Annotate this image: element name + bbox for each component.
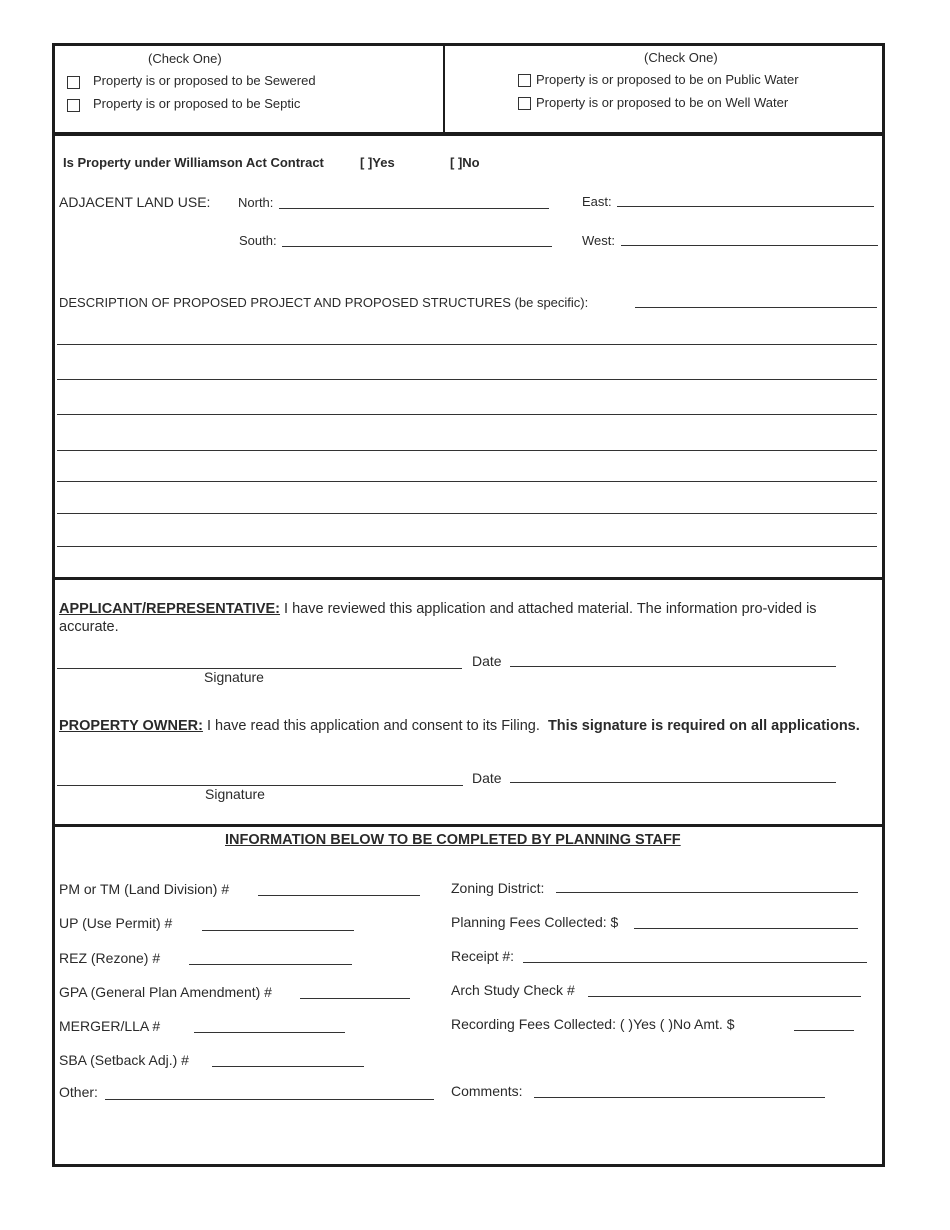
use-permit-field[interactable] (202, 916, 354, 931)
receipt-label: Receipt #: (451, 948, 515, 964)
applicant-statement (59, 600, 869, 636)
williamson-yes-option[interactable]: [ ]Yes (360, 155, 395, 170)
owner-date-line[interactable] (510, 782, 836, 783)
applicant-date-label: Date (472, 653, 502, 669)
applicant-text: I have reviewed this application and attached material. The information pro-vided is accurate. (59, 601, 817, 635)
use-permit-label: UP (Use Permit) # (59, 915, 173, 931)
planning-fees-label: Planning Fees Collected: $ (451, 914, 619, 930)
public-water-label: Property is or proposed to be on Public Water (536, 72, 799, 87)
merger-lla-field[interactable] (194, 1018, 345, 1033)
public-water-checkbox[interactable] (518, 74, 531, 87)
comments-field[interactable] (534, 1083, 825, 1098)
other-label: Other: (59, 1084, 98, 1100)
arch-study-label: Arch Study Check # (451, 982, 575, 998)
recording-fees-amount-field[interactable] (794, 1016, 854, 1031)
description-first-line[interactable] (635, 293, 877, 308)
gpa-label: GPA (General Plan Amendment) # (59, 984, 272, 1000)
sewered-checkbox[interactable] (67, 76, 80, 89)
owner-statement (59, 717, 869, 735)
sba-field[interactable] (212, 1052, 364, 1067)
williamson-question: Is Property under Williamson Act Contract (63, 155, 324, 170)
water-heading: (Check One) (644, 50, 718, 65)
adjacent-land-use-label: ADJACENT LAND USE: (59, 194, 211, 210)
west-label: West: (582, 233, 615, 248)
utilities-divider (443, 43, 445, 135)
well-water-label: Property is or proposed to be on Well Water (536, 95, 789, 110)
sba-label: SBA (Setback Adj.) # (59, 1052, 189, 1068)
septic-checkbox[interactable] (67, 99, 80, 112)
recording-fees-label: Recording Fees Collected: ( )Yes ( )No Amt. $ (451, 1016, 735, 1032)
description-line[interactable] (57, 450, 877, 451)
north-field[interactable] (279, 194, 549, 209)
rezone-field[interactable] (189, 950, 352, 965)
owner-signature-label: Signature (205, 786, 265, 802)
description-line[interactable] (57, 344, 877, 345)
arch-study-field[interactable] (588, 982, 861, 997)
pm-tm-field[interactable] (258, 881, 420, 896)
north-label: North: (238, 195, 274, 210)
planning-fees-field[interactable] (634, 914, 858, 929)
staff-heading: INFORMATION BELOW TO BE COMPLETED BY PLANNING STAFF (225, 832, 681, 848)
other-field[interactable] (105, 1085, 434, 1100)
description-line[interactable] (57, 513, 877, 514)
west-field[interactable] (621, 231, 878, 246)
south-field[interactable] (282, 232, 552, 247)
zoning-district-field[interactable] (556, 878, 858, 893)
receipt-field[interactable] (523, 948, 867, 963)
applicant-heading: APPLICANT/REPRESENTATIVE: (59, 601, 281, 617)
owner-required-note: This signature is required on all applications. (547, 718, 860, 734)
zoning-district-label: Zoning District: (451, 880, 545, 896)
williamson-no-option[interactable]: [ ]No (450, 155, 480, 170)
sewer-heading: (Check One) (148, 51, 222, 66)
pm-tm-label: PM or TM (Land Division) # (59, 881, 230, 897)
description-label: DESCRIPTION OF PROPOSED PROJECT AND PROPOSED STRUCTURES (be specific): (59, 295, 589, 310)
east-label: East: (582, 194, 612, 209)
owner-text: I have read this application and consent to its Filing. (206, 718, 540, 734)
well-water-checkbox[interactable] (518, 97, 531, 110)
owner-date-label: Date (472, 770, 502, 786)
septic-label: Property is or proposed to be Septic (93, 96, 301, 111)
east-field[interactable] (617, 192, 874, 207)
merger-lla-label: MERGER/LLA # (59, 1018, 161, 1034)
description-line[interactable] (57, 414, 877, 415)
rezone-label: REZ (Rezone) # (59, 950, 161, 966)
applicant-date-line[interactable] (510, 666, 836, 667)
gpa-field[interactable] (300, 984, 410, 999)
comments-label: Comments: (451, 1083, 523, 1099)
description-line[interactable] (57, 546, 877, 547)
applicant-signature-label: Signature (204, 669, 264, 685)
sewered-label: Property is or proposed to be Sewered (93, 73, 316, 88)
description-line[interactable] (57, 379, 877, 380)
south-label: South: (239, 233, 277, 248)
description-line[interactable] (57, 481, 877, 482)
owner-heading: PROPERTY OWNER: (59, 718, 203, 734)
